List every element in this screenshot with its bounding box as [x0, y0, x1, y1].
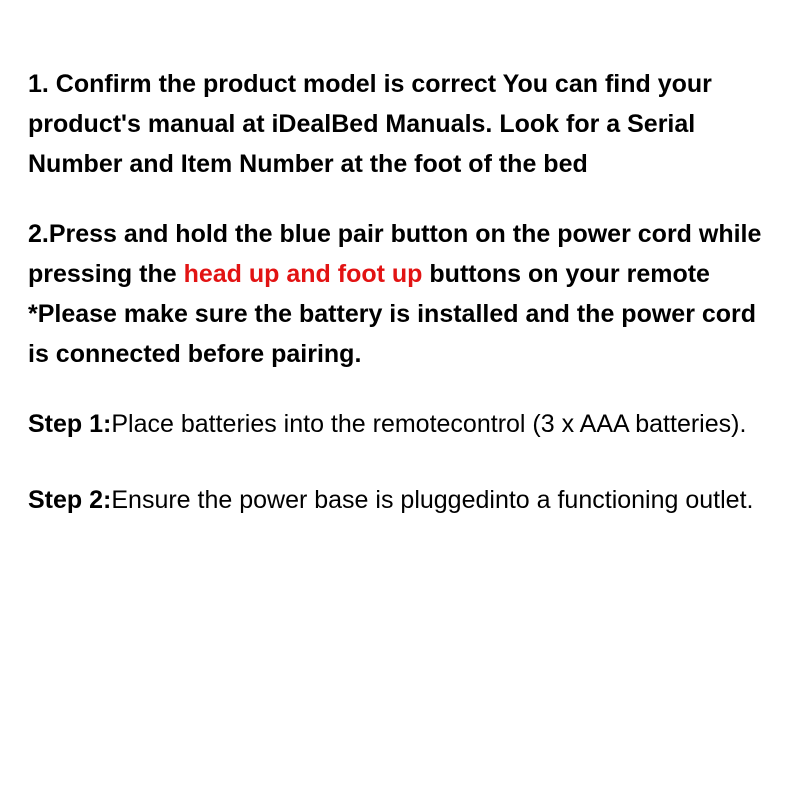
paragraph-confirm-model: 1. Confirm the product model is correct You can find your product's manual at iDealBed Manuals. Look for a Serial Number and Item Number at the foot of the bed	[28, 70, 712, 178]
step-1	[28, 404, 778, 444]
step-2	[28, 480, 778, 520]
step-1-label: Step 1:	[28, 410, 112, 438]
instructions-document	[28, 64, 778, 520]
step-1-text: Place batteries into the remotecontrol (3 x AAA batteries).	[111, 410, 747, 438]
pairing-text-end: buttons on your remote	[422, 260, 710, 288]
step-2-text: Ensure the power base is pluggedinto a functioning outlet.	[111, 486, 754, 514]
pairing-text-start: 2.Press and hold the blue pair button on the power cord while pressing the	[28, 220, 762, 288]
pairing-note: *Please make sure the battery is installed and the power cord is connected before pairing.	[28, 300, 757, 368]
step-2-label: Step 2:	[28, 486, 112, 514]
pairing-highlight-buttons: head up and foot up	[183, 260, 423, 288]
paragraph-pairing	[28, 214, 778, 294]
